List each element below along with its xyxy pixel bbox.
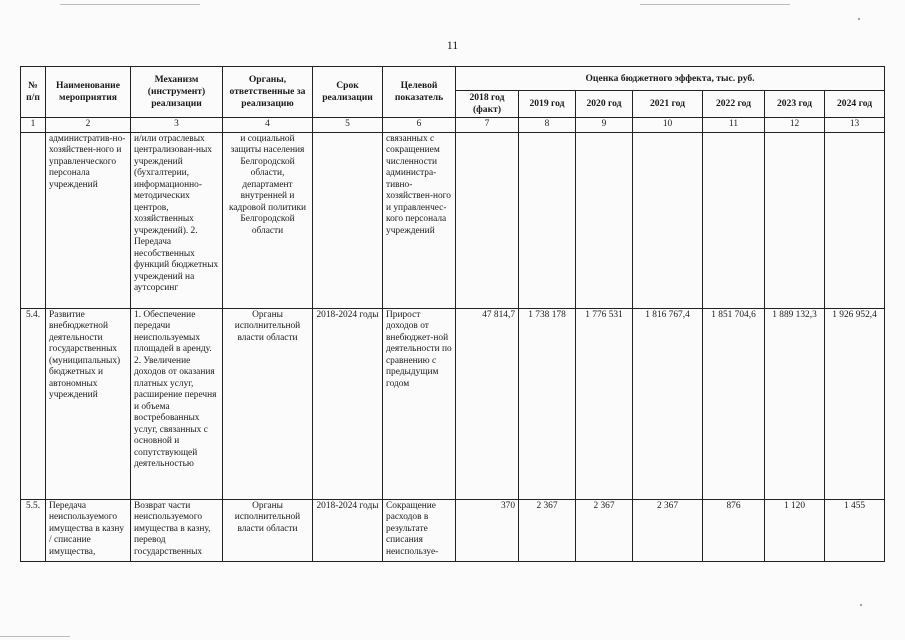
column-number-row: [21, 118, 885, 133]
mechanism-text: 1. Обеспечение передачи неиспользуемых площадей в аренду. 2. Увеличение доходов от оказания платных услуг, расширение перечня и объема востребованных услуг, связанных с основной и сопутствующей деятельностью: [131, 309, 223, 500]
col-header-target: Целевой показатель: [383, 67, 456, 118]
column-number: 2: [46, 118, 131, 133]
row-number: 5.5.: [21, 500, 46, 562]
scan-speck: [858, 18, 860, 20]
scan-mark-top-right: [640, 4, 790, 5]
year-header: 2023 год: [765, 91, 825, 118]
term: [313, 133, 383, 309]
col-header-name: Наименование мероприятия: [46, 67, 131, 118]
value-2023: 1 889 132,3: [765, 309, 825, 500]
term: 2018-2024 годы: [313, 309, 383, 500]
value-2022: [703, 133, 765, 309]
mechanism-text: и/или отраслевых централизован-ных учреждений (бухгалтерии, информационно-методических центров, хозяйственных учреждений). 2. Передача несобственных функций бюджетных учреждений на аутсорсинг: [131, 133, 223, 309]
measure-name: административ-но-хозяйствен-ного и управленческого персонала учреждений: [46, 133, 131, 309]
value-2023: [765, 133, 825, 309]
year-header: 2018 год (факт): [456, 91, 519, 118]
row-number: [21, 133, 46, 309]
measure-name: Развитие внебюджетной деятельности государственных (муниципальных) бюджетных и автономных учреждений: [46, 309, 131, 500]
year-header: 2022 год: [703, 91, 765, 118]
column-number: 1: [21, 118, 46, 133]
column-number: 13: [825, 118, 885, 133]
col-header-bodies: Органы, ответственные за реализацию: [223, 67, 313, 118]
column-number: 4: [223, 118, 313, 133]
value-2020: 1 776 531: [576, 309, 633, 500]
column-number: 11: [703, 118, 765, 133]
value-2018: [456, 133, 519, 309]
target-indicator: связанных с сокращением численности администра-тивно-хозяйствен-ного и управленчес-кого персонала учреждений: [383, 133, 456, 309]
value-2024: [825, 133, 885, 309]
year-header: 2019 год: [519, 91, 576, 118]
column-number: 10: [633, 118, 703, 133]
value-2022: 876: [703, 500, 765, 562]
column-number: 8: [519, 118, 576, 133]
value-2019: [519, 133, 576, 309]
table-row: [21, 500, 885, 562]
value-2020: [576, 133, 633, 309]
mechanism-text: Возврат части неиспользуемого имущества в казну, перевод государственных: [131, 500, 223, 562]
value-2021: 2 367: [633, 500, 703, 562]
header-row-1: [21, 67, 885, 91]
column-number: 3: [131, 118, 223, 133]
year-header: 2020 год: [576, 91, 633, 118]
budget-effect-table: [20, 66, 885, 562]
column-number: 9: [576, 118, 633, 133]
scan-mark-bottom-left: [0, 636, 70, 637]
value-2018: 47 814,7: [456, 309, 519, 500]
responsible-bodies: Органы исполнительной власти области: [223, 309, 313, 500]
scan-mark-top-left: [60, 4, 200, 5]
target-indicator: Прирост доходов от внебюджет-ной деятельности по сравнению с предыдущим годом: [383, 309, 456, 500]
year-header: 2021 год: [633, 91, 703, 118]
column-number: 5: [313, 118, 383, 133]
col-header-mechanism: Механизм (инструмент) реализации: [131, 67, 223, 118]
row-number: 5.4.: [21, 309, 46, 500]
page-number: 11: [446, 38, 459, 52]
measure-name: Передача неиспользуемого имущества в казну / списание имущества,: [46, 500, 131, 562]
table-row: [21, 133, 885, 309]
value-2024: 1 926 952,4: [825, 309, 885, 500]
value-2022: 1 851 704,6: [703, 309, 765, 500]
value-2020: 2 367: [576, 500, 633, 562]
value-2019: 2 367: [519, 500, 576, 562]
value-2021: [633, 133, 703, 309]
value-2021: 1 816 767,4: [633, 309, 703, 500]
year-header: 2024 год: [825, 91, 885, 118]
value-2018: 370: [456, 500, 519, 562]
value-2019: 1 738 178: [519, 309, 576, 500]
column-number: 6: [383, 118, 456, 133]
responsible-bodies: и социальной защиты населения Белгородской области, департамент внутренней и кадровой политики Белгородской области: [223, 133, 313, 309]
responsible-bodies: Органы исполнительной власти области: [223, 500, 313, 562]
term: 2018-2024 годы: [313, 500, 383, 562]
scan-speck: [860, 604, 862, 606]
value-2024: 1 455: [825, 500, 885, 562]
value-2023: 1 120: [765, 500, 825, 562]
column-number: 7: [456, 118, 519, 133]
col-header-term: Срок реализации: [313, 67, 383, 118]
table-row: [21, 309, 885, 500]
col-header-estimate: Оценка бюджетного эффекта, тыс. руб.: [456, 67, 885, 91]
col-header-num: № п/п: [21, 67, 46, 118]
target-indicator: Сокращение расходов в результате списания неиспользуе-: [383, 500, 456, 562]
column-number: 12: [765, 118, 825, 133]
